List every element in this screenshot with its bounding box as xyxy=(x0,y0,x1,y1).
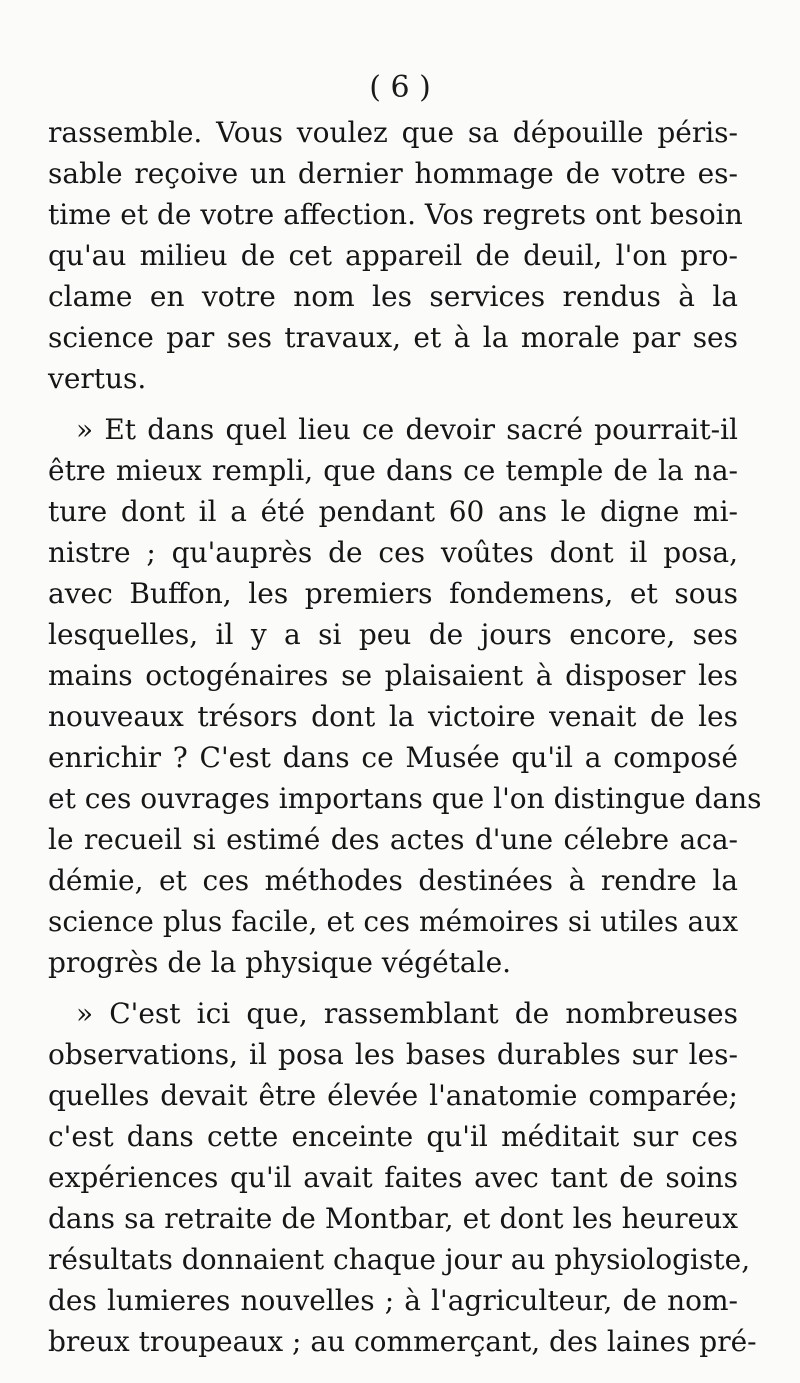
text-line: mains octogénaires se plaisaient à disposer les xyxy=(48,659,738,692)
text-line: être mieux rempli, que dans ce temple de la na- xyxy=(48,454,738,487)
text-line: qu'au milieu de cet appareil de deuil, l'on pro- xyxy=(48,239,738,272)
body-text xyxy=(48,112,762,1362)
text-line: sable reçoive un dernier hommage de votre es- xyxy=(48,157,738,190)
text-line: » Et dans quel lieu ce devoir sacré pourrait-il xyxy=(76,413,738,446)
text-line: et ces ouvrages importans que l'on distingue dans xyxy=(48,782,762,815)
text-line: des lumieres nouvelles ; à l'agriculteur, de nom- xyxy=(48,1284,738,1317)
text-line: science par ses travaux, et à la morale par ses xyxy=(48,321,738,354)
text-line: progrès de la physique végétale. xyxy=(48,946,512,979)
text-line: time et de votre affection. Vos regrets ont besoin xyxy=(48,198,743,231)
text-line: c'est dans cette enceinte qu'il méditait sur ces xyxy=(48,1120,738,1153)
text-line: observations, il posa les bases durables sur les- xyxy=(48,1038,738,1071)
text-line: lesquelles, il y a si peu de jours encore, ses xyxy=(48,618,738,651)
text-line: quelles devait être élevée l'anatomie comparée; xyxy=(48,1079,738,1112)
text-line: clame en votre nom les services rendus à la xyxy=(48,280,738,313)
text-line: science plus facile, et ces mémoires si utiles aux xyxy=(48,905,738,938)
text-line: nistre ; qu'auprès de ces voûtes dont il posa, xyxy=(48,536,738,569)
text-line: » C'est ici que, rassemblant de nombreuses xyxy=(76,997,738,1030)
text-line: avec Buffon, les premiers fondemens, et sous xyxy=(48,577,738,610)
text-line: rassemble. Vous voulez que sa dépouille péris- xyxy=(48,116,738,149)
text-line: ture dont il a été pendant 60 ans le digne mi- xyxy=(48,495,738,528)
text-line: démie, et ces méthodes destinées à rendre la xyxy=(48,864,738,897)
text-line: le recueil si estimé des actes d'une célebre aca- xyxy=(48,823,738,856)
text-line: expériences qu'il avait faites avec tant de soins xyxy=(48,1161,738,1194)
page-number: ( 6 ) xyxy=(369,70,431,105)
text-line: nouveaux trésors dont la victoire venait de les xyxy=(48,700,738,733)
text-line: breux troupeaux ; au commerçant, des laines pré- xyxy=(48,1325,757,1358)
text-line: enrichir ? C'est dans ce Musée qu'il a composé xyxy=(48,741,738,774)
text-line: dans sa retraite de Montbar, et dont les heureux xyxy=(48,1202,738,1235)
text-line: résultats donnaient chaque jour au physiologiste, xyxy=(48,1243,751,1276)
text-line: vertus. xyxy=(48,362,147,395)
